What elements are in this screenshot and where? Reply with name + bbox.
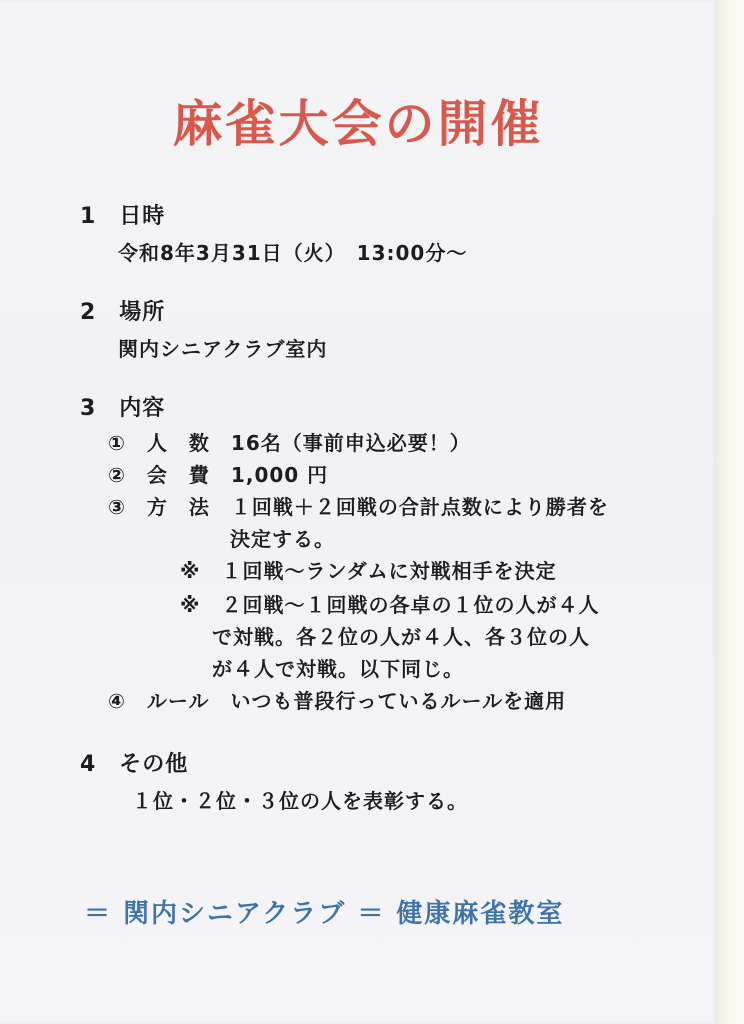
content-method-line-1: ③ 方 法 １回戦＋２回戦の合計点数により勝者を bbox=[108, 495, 609, 519]
content-note-2-line-3: が４人で対戦。以下同じ。 bbox=[212, 657, 464, 681]
paper-edge bbox=[716, 0, 744, 1024]
content-heading: 3 内容 bbox=[80, 396, 166, 421]
content-note-2-line-1: ※ ２回戦～１回戦の各卓の１位の人が４人 bbox=[180, 593, 600, 617]
content-note-2-line-2: で対戦。各２位の人が４人、各３位の人 bbox=[212, 625, 590, 649]
footer-organizer: ＝ 関内シニアクラブ ＝ 健康麻雀教室 bbox=[84, 899, 565, 929]
content-fee: ② 会 費 1,000 円 bbox=[108, 463, 329, 487]
other-value: １位・２位・３位の人を表彰する。 bbox=[132, 789, 468, 813]
content-people: ① 人 数 16名（事前申込必要！） bbox=[108, 431, 471, 455]
page-title: 麻雀大会の開催 bbox=[172, 95, 544, 153]
content-method-line-2: 決定する。 bbox=[230, 527, 335, 551]
place-heading: 2 場所 bbox=[80, 300, 166, 325]
content-rule: ④ ルール いつも普段行っているルールを適用 bbox=[108, 689, 567, 713]
datetime-value: 令和8年3月31日（火） 13:00分～ bbox=[118, 241, 468, 265]
other-heading: 4 その他 bbox=[80, 752, 189, 777]
content-note-1: ※ １回戦～ランダムに対戦相手を決定 bbox=[180, 559, 557, 583]
datetime-heading: 1 日時 bbox=[80, 204, 166, 229]
place-value: 関内シニアクラブ室内 bbox=[118, 337, 328, 361]
